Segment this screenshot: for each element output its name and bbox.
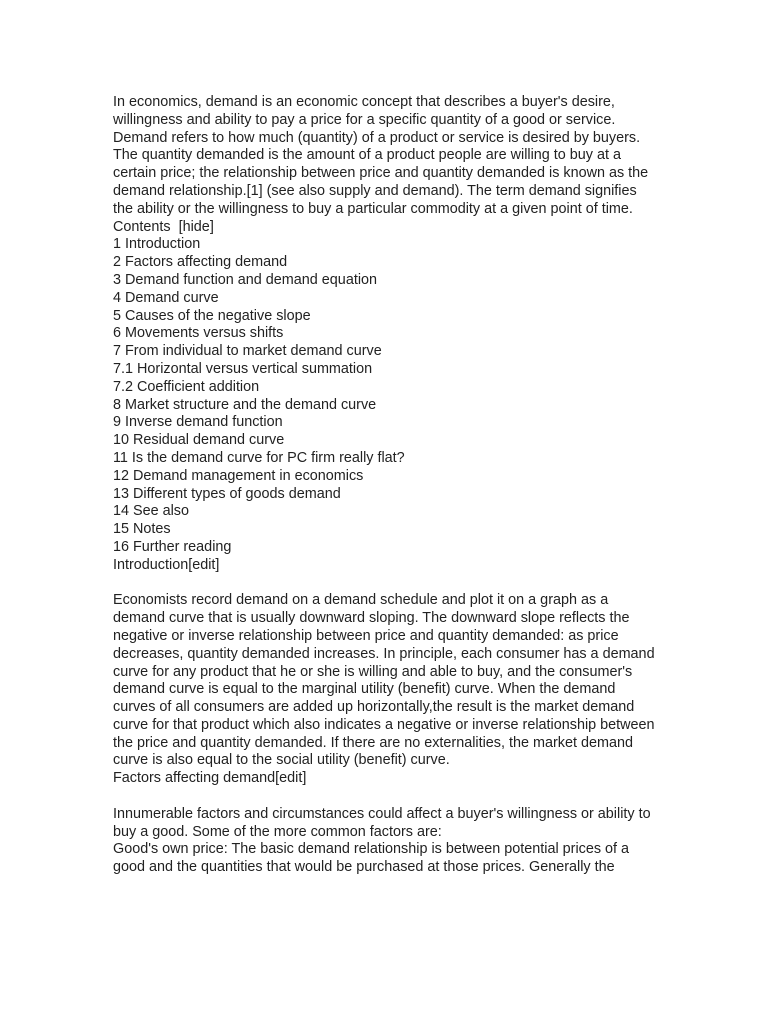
- toc-item-introduction[interactable]: 1 Introduction: [113, 236, 201, 253]
- contents-heading: [113, 219, 658, 237]
- toc-item-market-structure[interactable]: 8 Market structure and the demand curve: [113, 396, 377, 413]
- toc-item-individual-to-market[interactable]: 7 From individual to market demand curve: [113, 343, 382, 360]
- toc-item-negative-slope[interactable]: 5 Causes of the negative slope: [113, 307, 311, 324]
- toc-item-inverse-demand-function[interactable]: 9 Inverse demand function: [113, 414, 283, 431]
- factors-paragraph-2: Good's own price: The basic demand relationship is between potential prices of a good and the quantities that would be purchased at those prices. Generally the: [113, 841, 630, 876]
- table-of-contents: [113, 236, 658, 556]
- toc-item-pc-firm-flat[interactable]: 11 Is the demand curve for PC firm really flat?: [113, 449, 405, 466]
- toc-item-see-also[interactable]: 14 See also: [113, 503, 190, 520]
- toc-item-notes[interactable]: 15 Notes: [113, 521, 171, 538]
- contents-title: Contents: [113, 218, 171, 235]
- document-body: [113, 94, 658, 877]
- toc-item-residual-demand-curve[interactable]: 10 Residual demand curve: [113, 432, 285, 449]
- toc-item-horizontal-vertical-summation[interactable]: 7.1 Horizontal versus vertical summation: [113, 360, 373, 377]
- toc-item-demand-curve[interactable]: 4 Demand curve: [113, 289, 219, 306]
- toc-item-further-reading[interactable]: 16 Further reading: [113, 538, 232, 555]
- intro-paragraph: In economics, demand is an economic concept that describes a buyer's desire, willingness and ability to pay a price for a specific quantity of a good or service. Demand refers to how much (quantity) of a product or service is desired by buyers. The quantity demanded is the amount of a product people are willing to buy at a certain price; the relationship between price and quantity demanded is known as the demand relationship.[1] (see also supply and demand). The term demand signifies the ability or the willingness to buy a particular commodity at a given point of time.: [113, 94, 649, 217]
- toc-item-types-of-goods[interactable]: 13 Different types of goods demand: [113, 485, 341, 502]
- factors-title: Factors affecting demand: [113, 770, 276, 787]
- introduction-heading: [113, 557, 658, 575]
- spacer: [113, 575, 658, 593]
- spacer: [113, 788, 658, 806]
- factors-paragraph-1: Innumerable factors and circumstances could affect a buyer's willingness or ability to buy a good. Some of the more common factors are:: [113, 805, 651, 840]
- introduction-edit-link[interactable]: [edit]: [188, 556, 220, 573]
- factors-heading: [113, 770, 658, 788]
- toc-item-demand-function[interactable]: 3 Demand function and demand equation: [113, 271, 378, 288]
- toc-item-demand-management[interactable]: 12 Demand management in economics: [113, 467, 364, 484]
- toc-item-movements-shifts[interactable]: 6 Movements versus shifts: [113, 325, 284, 342]
- factors-edit-link[interactable]: [edit]: [275, 770, 307, 787]
- contents-hide-link[interactable]: [hide]: [178, 218, 214, 235]
- toc-item-factors-affecting-demand[interactable]: 2 Factors affecting demand: [113, 254, 288, 271]
- introduction-title: Introduction: [113, 556, 189, 573]
- toc-item-coefficient-addition[interactable]: 7.2 Coefficient addition: [113, 378, 260, 395]
- introduction-paragraph: Economists record demand on a demand schedule and plot it on a graph as a demand curve that is usually downward sloping. The downward slope reflects the negative or inverse relationship between price and quantity demanded: as price decreases, quantity demanded increases. In principle, each consumer has a demand curve for any product that he or she is willing and able to buy, and the consumer's demand curve is equal to the marginal utility (benefit) curve. When the demand curves of all consumers are added up horizontally,the result is the market demand curve for that product which also indicates a negative or inverse relationship between the price and quantity demanded. If there are no externalities, the market demand curve is also equal to the social utility (benefit) curve.: [113, 592, 655, 769]
